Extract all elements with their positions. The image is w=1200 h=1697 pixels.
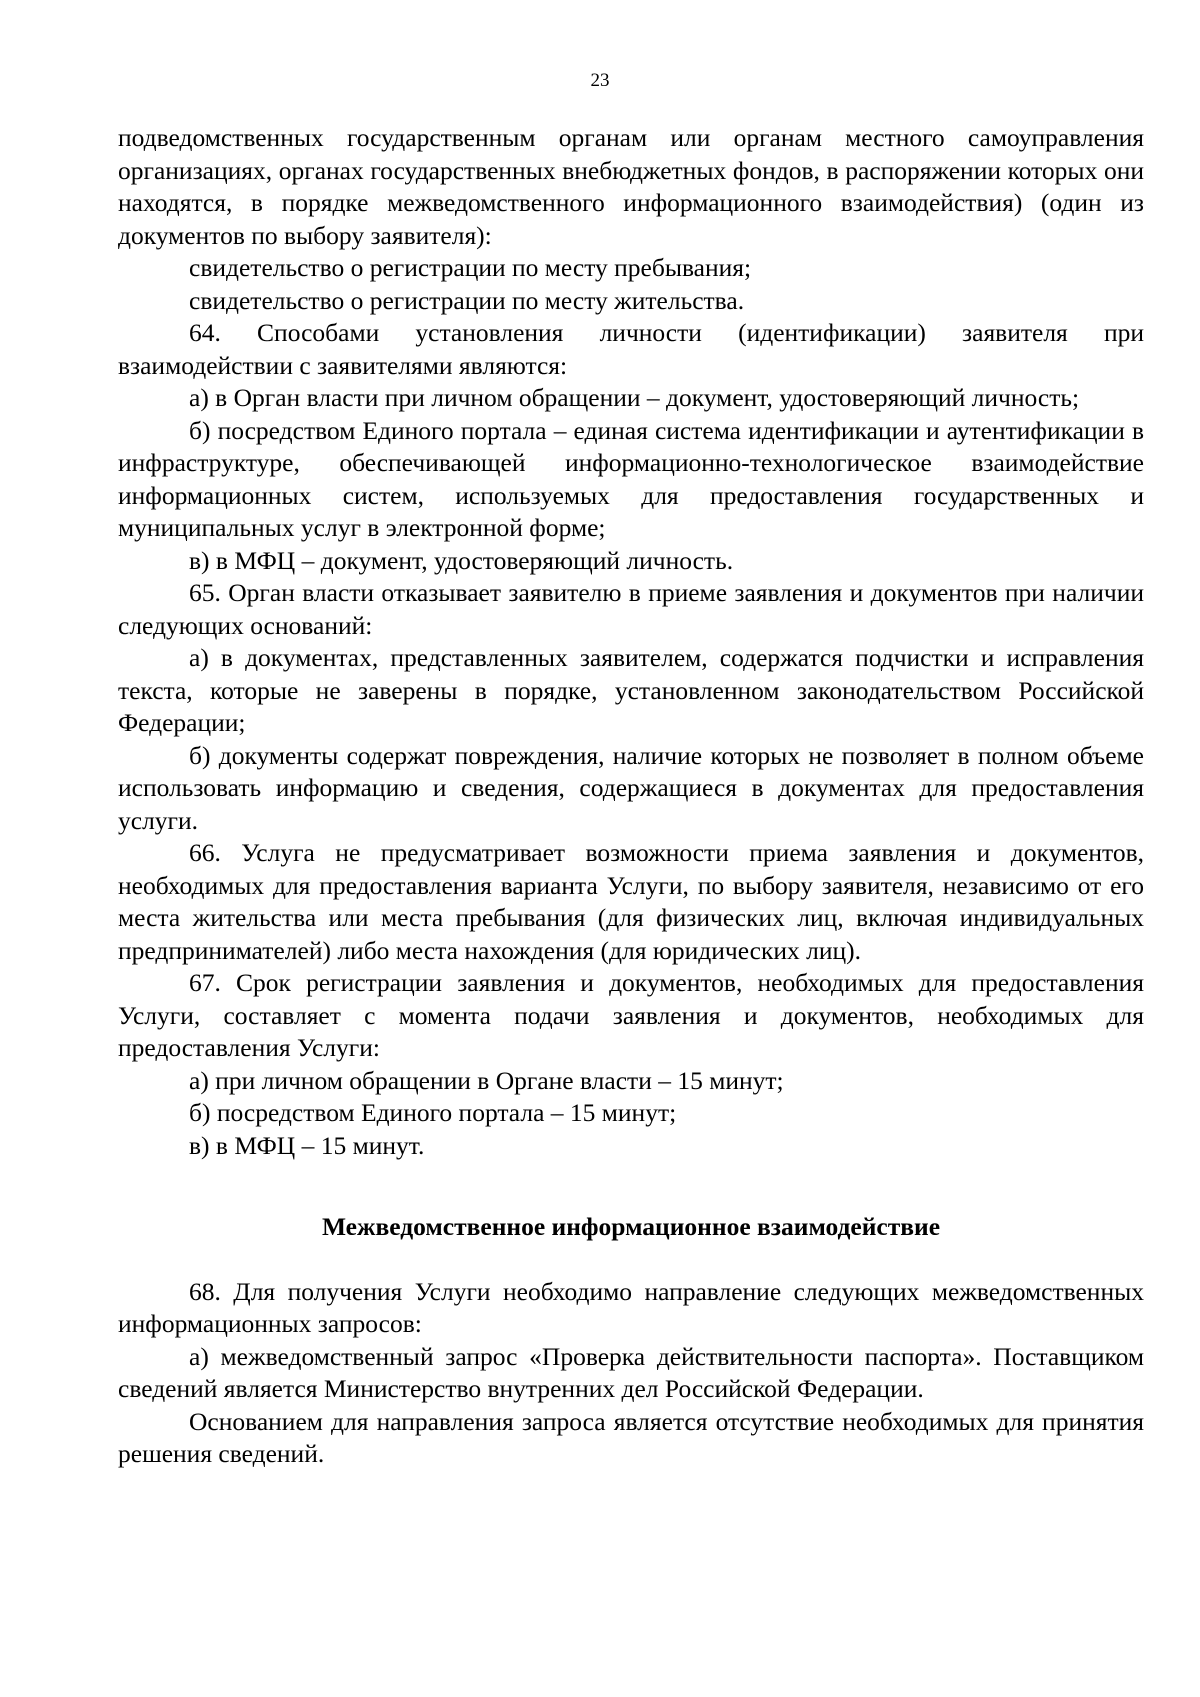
page-number: 23 <box>590 70 610 91</box>
section-heading: Межведомственное информационное взаимодействие <box>321 1212 941 1241</box>
paragraph: а) межведомственный запрос «Проверка действительности паспорта». Поставщиком сведений является Министерство внутренних дел Российской Федерации. <box>118 1341 1144 1403</box>
paragraph: свидетельство о регистрации по месту пребывания; <box>189 253 752 282</box>
paragraph: свидетельство о регистрации по месту жительства. <box>189 285 745 315</box>
document-body <box>118 122 1144 1471</box>
paragraph: в) в МФЦ – документ, удостоверяющий личность. <box>189 545 734 575</box>
paragraph: а) в документах, представленных заявителем, содержатся подчистки и исправления текста, которые не заверены в порядке, установленном законодательством Российской Федерации; <box>118 643 1144 737</box>
paragraph: 66. Услуга не предусматривает возможности приема заявления и документов, необходимых для предоставления варианта Услуги, по выбору заявителя, независимо от его места жительства или места пребывания (для физических лиц, включая индивидуальных предпринимателей) либо места нахождения (для юридических лиц). <box>118 838 1144 965</box>
paragraph: б) посредством Единого портала – 15 минут; <box>189 1098 677 1127</box>
paragraph: 68. Для получения Услуги необходимо направление следующих межведомственных информационных запросов: <box>118 1276 1144 1338</box>
paragraph: а) при личном обращении в Органе власти – 15 минут; <box>189 1065 784 1095</box>
paragraph: подведомственных государственным органам или органам местного самоуправления организациях, органах государственных внебюджетных фондов, в распоряжении которых они находятся, в порядке межведомственного информационного взаимодействия) (один из документов по выбору заявителя): <box>118 123 1144 250</box>
paragraph: а) в Орган власти при личном обращении – документ, удостоверяющий личность; <box>189 383 1080 412</box>
paragraph: 64. Способами установления личности (идентификации) заявителя при взаимодействии с заявителями являются: <box>118 318 1144 380</box>
paragraph: в) в МФЦ – 15 минут. <box>189 1130 425 1160</box>
paragraph: б) документы содержат повреждения, наличие которых не позволяет в полном объеме использовать информацию и сведения, содержащиеся в документах для предоставления услуги. <box>118 740 1144 835</box>
paragraph: б) посредством Единого портала – единая система идентификации и аутентификации в инфраструктуре, обеспечивающей информационно-технологическое взаимодействие информационных систем, используемых для предоставления государственных и муниципальных услуг в электронной форме; <box>118 415 1144 542</box>
paragraph: Основанием для направления запроса является отсутствие необходимых для принятия решения сведений. <box>118 1406 1144 1468</box>
paragraph: 67. Срок регистрации заявления и документов, необходимых для предоставления Услуги, составляет с момента подачи заявления и документов, необходимых для предоставления Услуги: <box>118 968 1144 1062</box>
paragraph: 65. Орган власти отказывает заявителю в приеме заявления и документов при наличии следующих оснований: <box>118 578 1144 640</box>
